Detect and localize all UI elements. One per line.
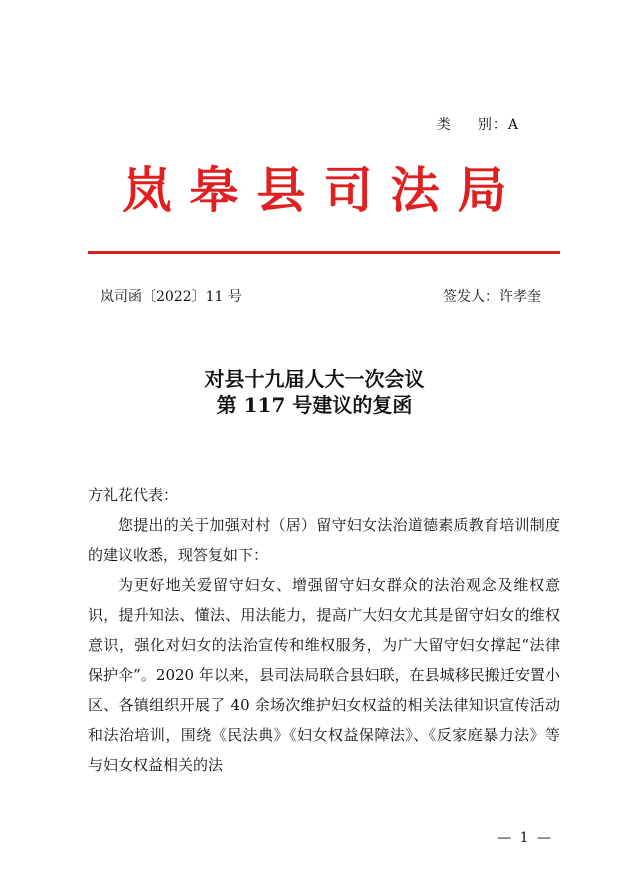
document-category [437,114,519,134]
category-label: 类 [436,117,452,133]
page-number: — 1 — [497,830,553,846]
category-value: 别：A [477,117,519,133]
body-paragraph-2: 为更好地关爱留守妇女、增强留守妇女群众的法治观念及维权意识，提升知法、懂法、用法能力，提高广大妇女尤其是留守妇女的维权意识，强化对妇女的法治宣传和维权服务，为广大留守妇女撑起“法律保护伞”。2020 年以来，县司法局联合县妇联，在县城移民搬迁安置小区、各镇组织开展了 40 余场次维护妇女权益的相关法律知识宣传活动和法治培训，围绕《民法典》《妇女权益保障法》、《反家庭暴力法》等与妇女权益相关的法 [88,576,560,774]
body-paragraph-1: 您提出的关于加强对村（居）留守妇女法治道德素质教育培训制度的建议收悉，现答复如下： [88,516,560,564]
document-signer: 签发人：许孝奎 [443,289,541,305]
document-title-line-1: 对县十九届人大一次会议 [204,367,425,391]
issuing-organization-title: 岚皋县司法局 [122,161,525,219]
document-title-line-2: 第 117 号建议的复函 [216,393,413,417]
salutation: 方礼花代表： [88,486,179,504]
red-header-rule [88,251,560,254]
document-number: 岚司函〔2022〕11 号 [100,289,242,305]
